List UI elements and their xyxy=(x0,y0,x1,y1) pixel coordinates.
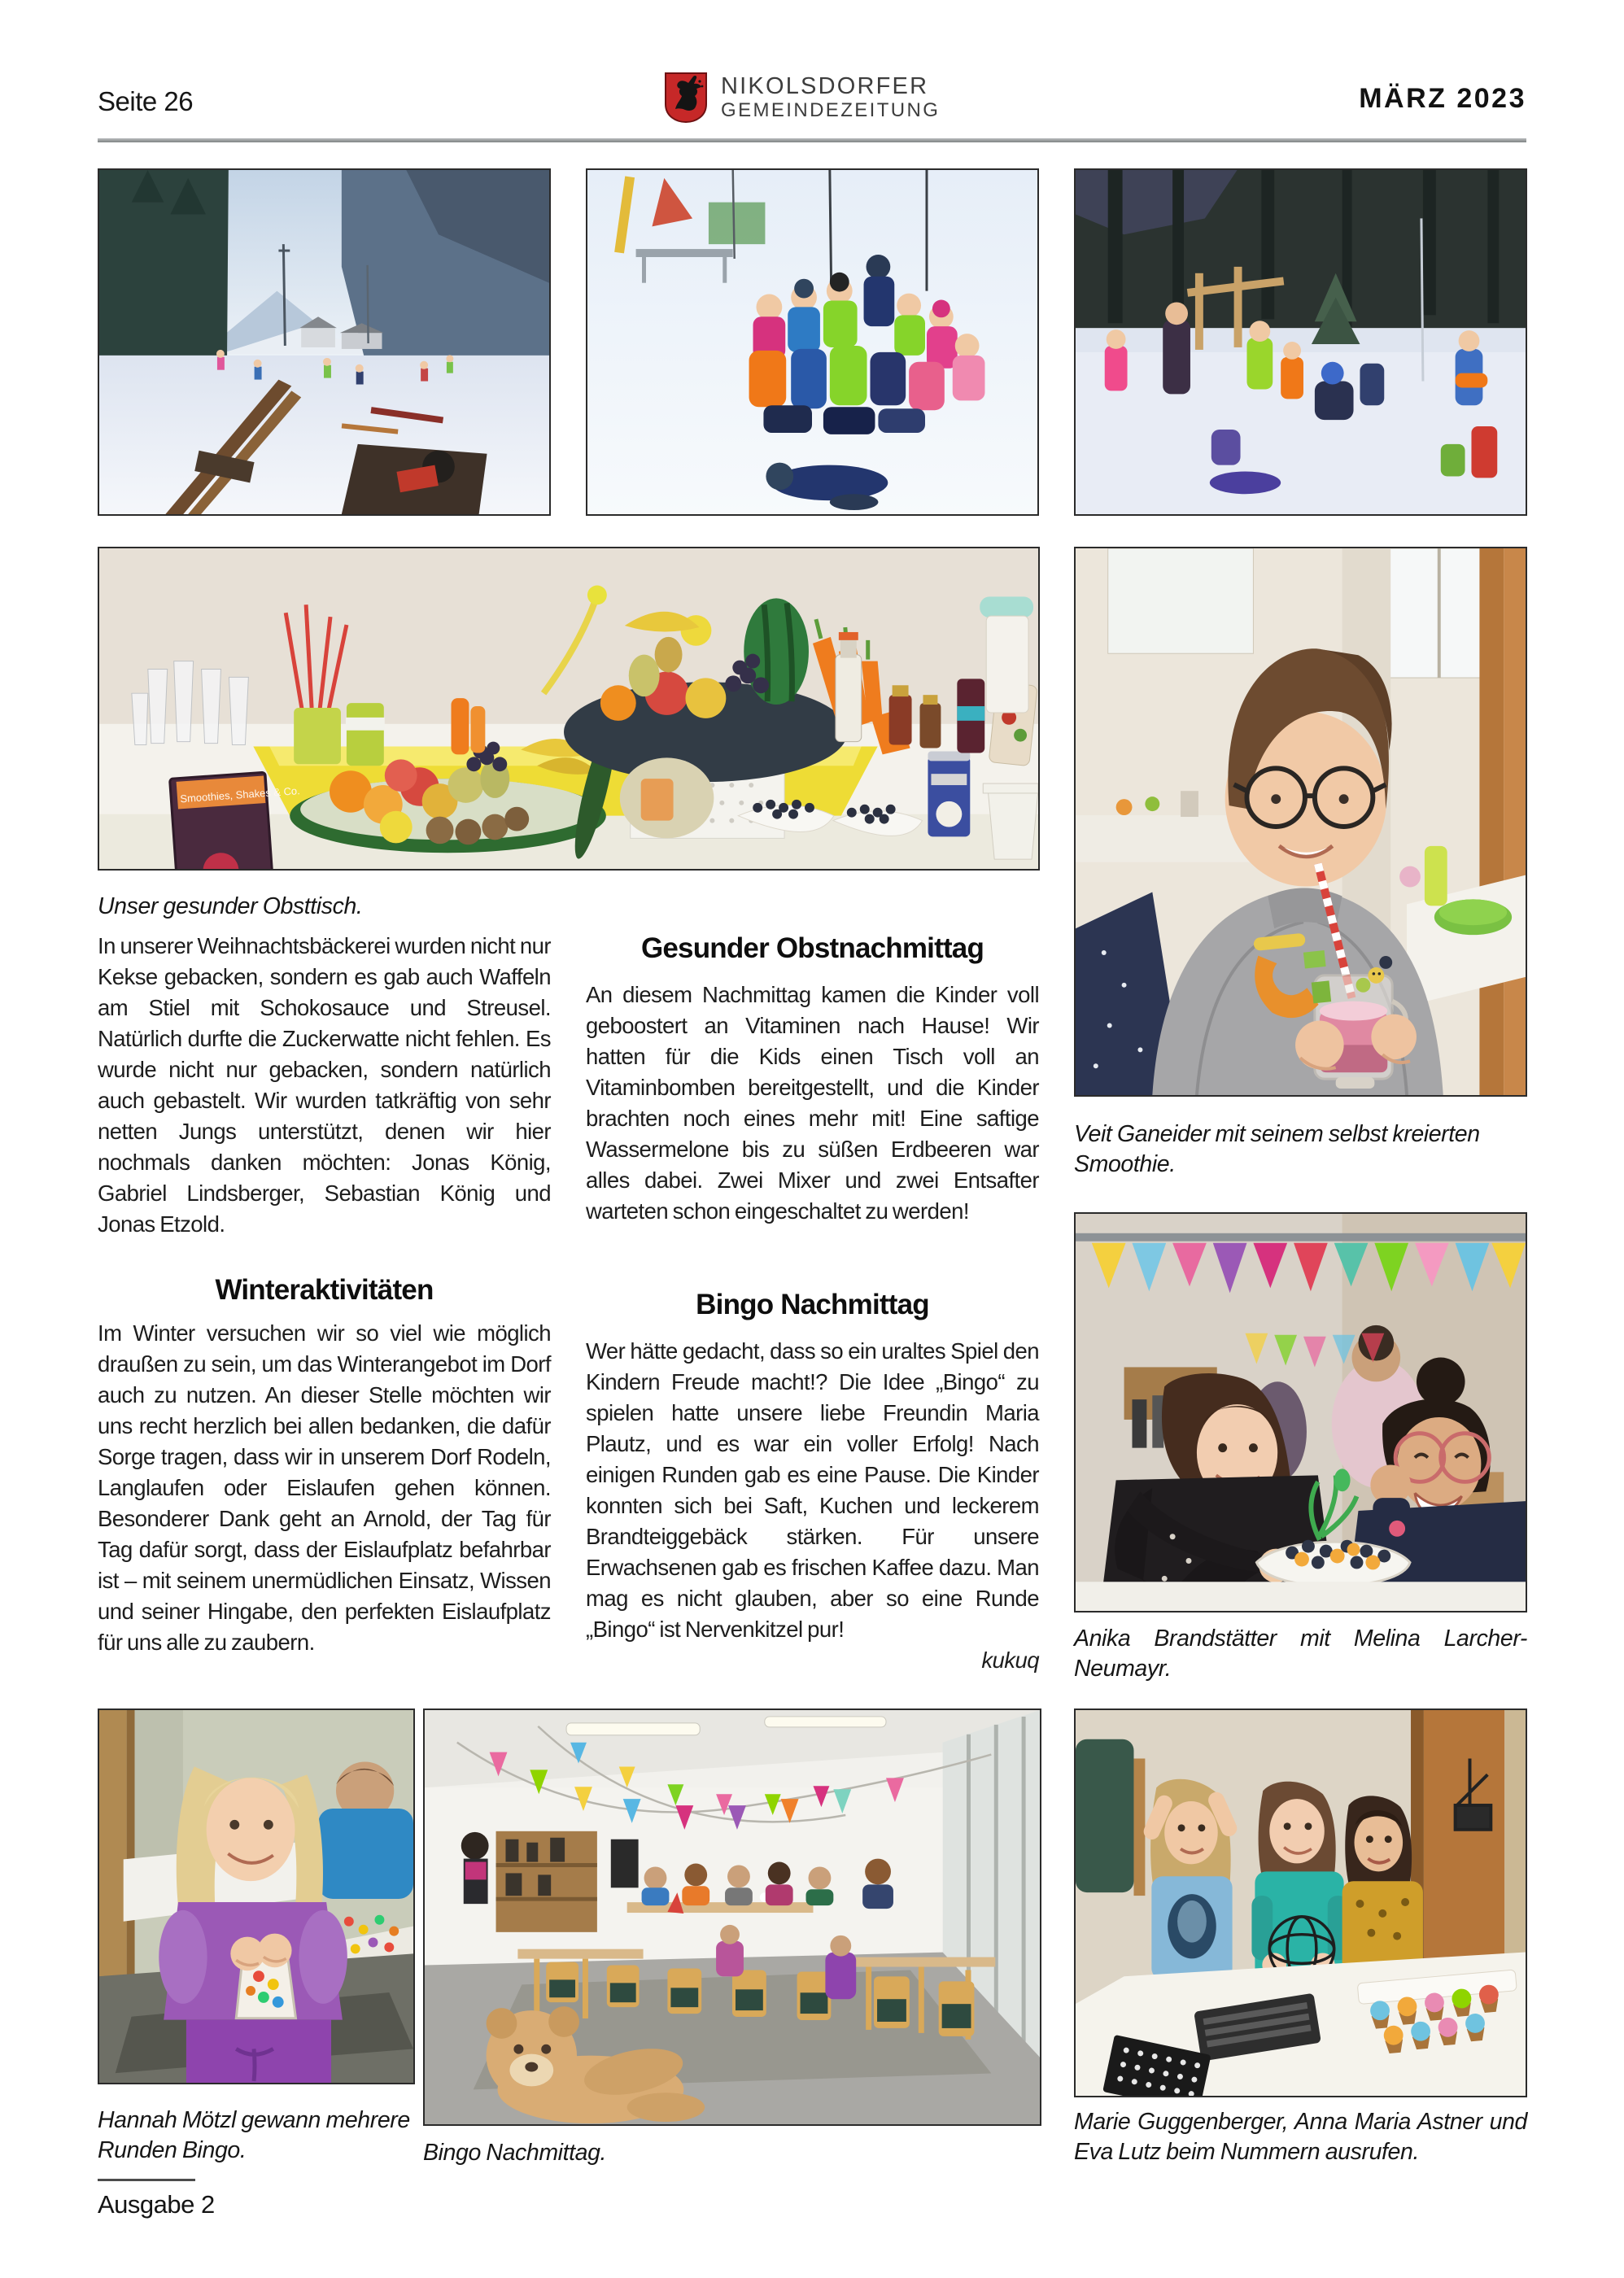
photo-fruit-table xyxy=(98,547,1040,871)
photo-three-girls-bingo xyxy=(1074,1708,1527,2097)
footer-divider xyxy=(98,2179,195,2181)
article-bingo-author: kukuq xyxy=(981,1647,1039,1673)
photo-bingo-room xyxy=(423,1708,1041,2126)
masthead-line1: NIKOLSDORFER xyxy=(721,73,929,99)
article-winter: Im Winter versuchen wir so viel wie möglich draußen zu sein, um das Winterangebot im Dorf auch zu nutzen. An dieser Stelle möchten wir uns recht herzlich bei allen bedanken, die dafür Sorge tragen, dass wir in unserem Dorf Rodeln, Langlaufen oder Eislaufen gehen können. Besonderer Dank geht an Arnold, der Tag für Tag dafür sorgt, dass der Eislaufplatz befahrbar ist – mit seinem unermüdlichen Einsatz, Wissen und seiner Hingabe, den perfekten Eislaufplatz für uns alle zu zaubern. xyxy=(98,1320,551,1655)
photo-snow-playground xyxy=(1074,168,1527,516)
article-bingo-text: Wer hätte gedacht, dass so ein uraltes Spiel den Kindern Freude macht!? Die Idee „Bingo“ zu spielen hatte unsere liebe Freundin Maria Plautz, und es war ein voller Erfolg! Nach einigen Runden gab es eine Pause. Die Kinder konnten sich bei Saft, Kuchen und leckerem Brandteiggebäck stärken. Für unsere Erwachsenen gab es frischen Kaffee dazu. Man mag es nicht glauben, aber so eine Runde „Bingo“ ist Nervenkitzel pur! xyxy=(586,1338,1039,1642)
header-divider xyxy=(98,138,1526,142)
photo-veit-smoothie xyxy=(1074,547,1527,1097)
heading-obstnachmittag: Gesunder Obstnachmittag xyxy=(640,932,984,964)
caption-veit: Veit Ganeider mit seinem selbst kreierten Smoothie. xyxy=(1074,1121,1480,1177)
heading-bingo: Bingo Nachmittag xyxy=(696,1289,929,1320)
photo-girls-fruit-bowl xyxy=(1074,1212,1527,1612)
issue-date: MÄRZ 2023 xyxy=(1359,83,1526,114)
article-bingo xyxy=(586,1336,1039,1676)
photo-ski-track xyxy=(98,168,551,516)
masthead-line2: GEMEINDEZEITUNG xyxy=(721,99,941,121)
municipal-crest-icon xyxy=(664,72,708,124)
caption-marie: Marie Guggenberger, Anna Maria Astner und Eva Lutz beim Nummern ausrufen. xyxy=(1074,2109,1527,2165)
photo-hannah xyxy=(98,1708,415,2084)
issue-label: Ausgabe 2 xyxy=(98,2190,215,2219)
caption-hannah: Hannah Mötzl gewann mehrere Runden Bingo. xyxy=(98,2107,410,2163)
caption-bingo-room: Bingo Nachmittag. xyxy=(423,2140,607,2166)
page-number: Seite 26 xyxy=(98,86,194,116)
masthead-title xyxy=(721,72,940,121)
article-bakery: In unserer Weihnachtsbäckerei wurden nicht nur Kekse gebacken, sondern es gab auch Waffeln am Stiel mit Schokosauce und Streusel. Natürlich durfte die Zuckerwatte nicht fehlen. Es wurde nicht nur gebacken, sondern natürlich auch gebastelt. Wir wurden tatkräftig von sehr netten Jungs unterstützt, denen wir hier nochmals danken möchten: Jonas König, Gabriel Lindsberger, Sebastian König und Jonas Etzold. xyxy=(98,933,551,1237)
photo-kids-snow-group xyxy=(586,168,1039,516)
masthead xyxy=(664,72,940,124)
caption-anika: Anika Brandstätter mit Melina Larcher-Neumayr. xyxy=(1074,1626,1527,1682)
article-obst: An diesem Nachmittag kamen die Kinder voll geboostert an Vitaminen nach Hause! Wir hatten für die Kids einen Tisch voll an Vitaminbomben bereitgestellt, und die Kinder brachten noch eines mehr mit! Eine saftige Wassermelone bis zu süßen Erdbeeren war alles dabei. Zwei Mixer und zwei Entsafter warteten schon eingeschaltet zu werden! xyxy=(586,982,1039,1224)
heading-winteraktivitaeten: Winteraktivitäten xyxy=(215,1274,434,1306)
caption-fruit-table: Unser gesunder Obsttisch. xyxy=(98,893,363,919)
book-title-text: Smoothies, Shakes & Co. xyxy=(179,784,301,805)
